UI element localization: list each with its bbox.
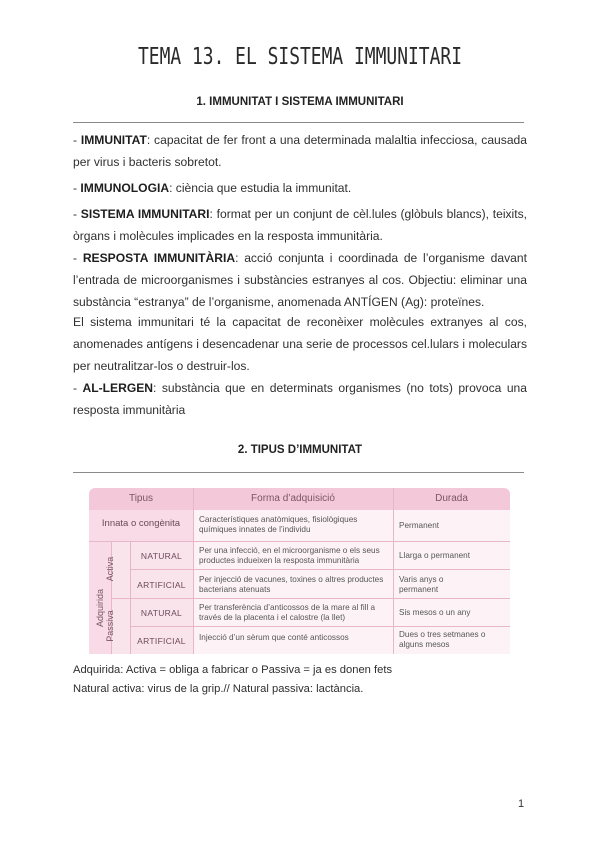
definition-sistema: - SISTEMA IMMUNITARI: format per un conjunt de cèl.lules (glòbuls blancs), teixits, òrgans i molècules implicades en la resposta immunitària. (73, 207, 528, 243)
row-subtype: NATURAL (140, 551, 183, 561)
acquired-label: Adquirida (95, 588, 105, 628)
term: IMMUNOLOGIA (80, 181, 170, 195)
definition-immunitat: - IMMUNITAT: capacitat de fer front a una determinada malaltia infecciosa, causada per virus i bacteris sobretot. (73, 133, 527, 169)
definition-text: : acció conjunta i coordinada de l’organisme davant l’entrada de microorganismes i substàncies estranyes al cos. Objectiu: eliminar una substància “estranya” de l’organisme, anomenada ANTÍGEN (Ag): proteïnes. (73, 251, 527, 309)
divider (73, 472, 524, 473)
row-duration: Llarga o permanent (399, 551, 471, 560)
header-durada: Durada (435, 493, 468, 504)
header-forma: Forma d’adquisició (251, 493, 335, 504)
innate-form: Característiques anatòmiques, fisiològiques químiques innates de l’individu (199, 515, 358, 534)
definition-resposta: - RESPOSTA IMMUNITÀRIA: acció conjunta i coordinada de l’organisme davant l’entrada de microorganismes i substàncies estranyes al cos. Objectiu: eliminar una substància “estranya” de l’organisme, anomenada ANTÍGEN (Ag): proteïnes. (73, 251, 527, 309)
term: IMMUNITAT (80, 133, 147, 147)
page-number: 1 (518, 798, 525, 810)
definition-text: : format per un conjunt de cèl.lules (glòbuls blancs), teixits, òrgans i molècules implicades en la resposta immunitària. (73, 207, 528, 243)
row-divider (130, 626, 510, 627)
col-divider (193, 488, 194, 654)
row-subtype: ARTIFICIAL (137, 636, 186, 646)
row-divider (130, 569, 510, 570)
term: SISTEMA IMMUNITARI (80, 207, 210, 221)
row-divider (111, 598, 510, 599)
definition-text: : capacitat de fer front a una determinada malaltia infecciosa, causada per virus i bacteris sobretot. (73, 133, 527, 169)
row-duration: Sis mesos o un any (399, 608, 471, 617)
header-tipus: Tipus (128, 493, 154, 504)
row-form: Per una infecció, en el microorganisme o els seus productes indueixen la resposta immunitària (199, 546, 380, 565)
innate-label: Innata o congènita (101, 518, 181, 529)
definition-text: : ciència que estudia la immunitat. (169, 181, 352, 195)
note-line: Natural activa: virus de la grip.// Natural passiva: lactància. (73, 683, 364, 695)
page-title: TEMA 13. EL SISTEMA IMMUNITARI (137, 44, 463, 70)
definition-immunologia: - IMMUNOLOGIA: ciència que estudia la immunitat. (73, 181, 352, 195)
col-divider (393, 488, 394, 654)
row-duration: Varis anys o permanent (399, 575, 444, 594)
term: RESPOSTA IMMUNITÀRIA (82, 251, 236, 265)
active-label: Activa (105, 556, 115, 582)
innate-duration: Permanent (399, 521, 440, 530)
section-heading-2: 2. TIPUS D’IMMUNITAT (237, 444, 363, 456)
divider (73, 122, 524, 123)
note-line: Adquirida: Activa = obliga a fabricar o Passiva = ja es donen fets (73, 664, 393, 676)
row-subtype: NATURAL (140, 608, 183, 618)
row-subtype: ARTIFICIAL (137, 580, 186, 590)
definition-text: : substància que en determinats organismes (no tots) provoca una resposta immunitària (73, 381, 527, 417)
definition-allergen: - AL-LERGEN: substància que en determinats organismes (no tots) provoca una resposta immunitària (73, 381, 527, 417)
immunity-table (89, 488, 510, 654)
row-form: Per injecció de vacunes, toxines o altres productes bacterians atenuats (199, 575, 384, 594)
term: AL-LERGEN (82, 381, 154, 395)
passive-label: Passiva (105, 610, 115, 642)
row-form: Injecció d’un sèrum que conté anticossos (199, 633, 349, 642)
row-duration: Dues o tres setmanes o alguns mesos (399, 630, 486, 649)
section-heading-1: 1. IMMUNITAT I SISTEMA IMMUNITARI (196, 96, 404, 108)
row-divider (89, 541, 510, 542)
row-form: Per transferència d’anticossos de la mare al fill a través de la placenta i el calostre (la llet) (199, 603, 376, 622)
paragraph-extra: El sistema immunitari té la capacitat de reconèixer molècules extranyes al cos, anomenades antígens i desencadenar una serie de processos cel.lulars i moleculars per neutralitzar-los o destruir-los. (73, 315, 527, 373)
